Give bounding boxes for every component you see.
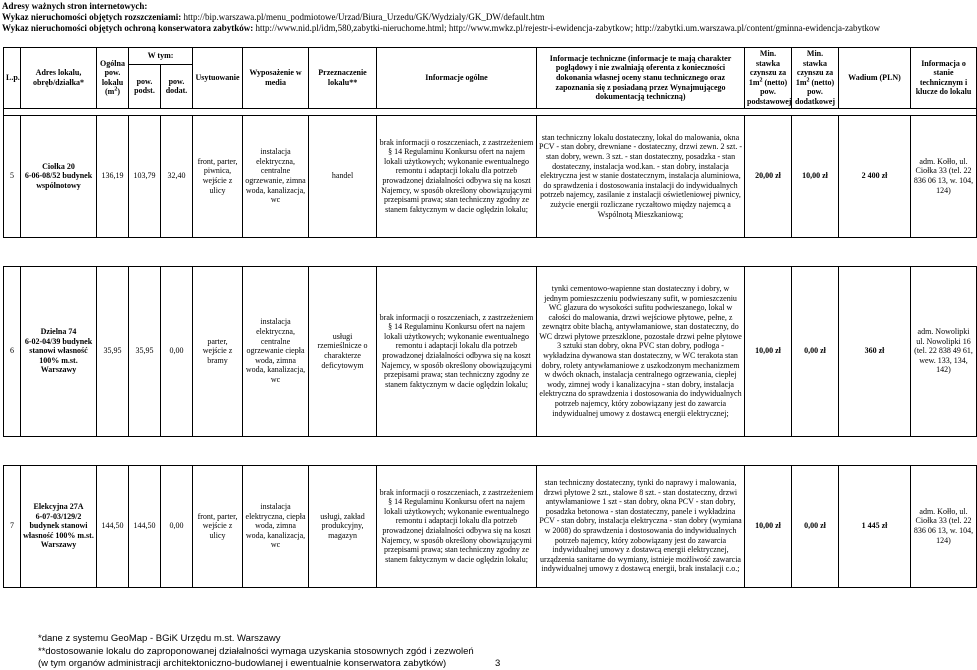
table-row — [4, 465, 977, 587]
header-monuments-label: Wykaz nieruchomości objętych ochroną konserwatora zabytków: — [2, 23, 254, 33]
cell-basic-area: 35,95 — [129, 266, 161, 436]
cell-rate-basic: 10,00 zł — [745, 465, 792, 587]
cell-total-area: 144,50 — [97, 465, 129, 587]
cell-general-info: brak informacji o roszczeniach, z zastrzeżeniem § 14 Regulaminu Konkursu ofert na najem lokali użytkowych; wykonanie ewentualnego remontu i adaptacji lokalu dla potrzeb prowadzonej działalności odbywa się na koszt Najemcy, w sposób określony obowiązującymi przepisami prawa; stan techniczny zgodny ze stanem faktycznym w dacie oględzin lokalu; — [377, 465, 537, 587]
cell-address: Ciołka 20 6-06-08/52 budynek wspólnotowy — [21, 115, 97, 237]
col-keys-info: Informacja o stanie technicznym i klucze do lokalu — [911, 48, 977, 109]
cell-keys-info: adm. Kołło, ul. Ciołka 33 (tel. 22 836 06 13, w. 104, 124) — [911, 465, 977, 587]
col-rate-basic: Min. stawka czynszu za $1m^2$ (netto) pow. podstawowej — [745, 48, 792, 109]
cell-utilities: instalacja elektryczna, centralne ogrzewanie, zimna woda, kanalizacja, wc — [243, 115, 309, 237]
col-address: Adres lokalu, obręb/działka* — [21, 48, 97, 109]
page-number: 3 — [495, 658, 501, 669]
footnote-3: (w tym organów administracji architektoniczno-budowlanej i ewentualnie konserwatora zabytków) — [38, 658, 447, 669]
cell-rate-additional: 0,00 zł — [792, 266, 839, 436]
cell-deposit: 1 445 zł — [839, 465, 911, 587]
cell-address: Dzielna 74 6-02-04/39 budynek stanowi własność 100% m.st. Warszawy — [21, 266, 97, 436]
table-row — [4, 115, 977, 237]
premises-table — [3, 47, 977, 588]
header-claims-line — [2, 12, 545, 23]
cell-technical-info: stan techniczny dostateczny, tynki do naprawy i malowania, drzwi płytowe 2 szt., stalowe 8 szt. - stan dostateczny, drzwi antywłamaniowe 1 szt - stan dobry, okna PCV - stan dobry, posadzka betonowa - stan dostateczny, panele i wykładzina PCV - stan dobry, instalacja elektryczna - stan dobry (wymiana w 2008) do sprawdzenia i dostosowania do indywidualnych potrzeb najemcy, który zobowiązany jest do zawarcia indywidualnej umowy z dostawcą energii elektrycznej, urządzenia sanitarne do wymiany, istnieje możliwość zawarcia indywidualnej umowy z dostawcą energii, brak instalacji c.o.; — [537, 465, 745, 587]
header-monuments-line — [2, 23, 880, 34]
cell-deposit: 360 zł — [839, 266, 911, 436]
col-of-which: W tym: — [129, 48, 193, 65]
cell-purpose: usługi, zakład produkcyjny, magazyn — [309, 465, 377, 587]
cell-technical-info: tynki cementowo-wapienne stan dostateczny i dobry, w jednym pomieszczeniu podwieszany sufit, w pomieszczeniu WC glazura do wysokości sufitu podwieszanego, lokal w całości do malowania, drzwi wejściowe płytowe, pełne, z zewnątrz obite blachą, antywłamaniowe, stan dostateczny, do WC drzwi płytowe przeszklone, pozostałe drzwi pełne płytowe 3 sztuki stan dobry, okna PVC stan dobry, podłoga - wykładzina dywanowa stan dostateczny, w WC terakota stan dobry, rolety antywłamaniowe z uszkodzonym mechanizmem w dwóch oknach, instalacja centralnego ogrzewania, ciepłej wody, zimnej wody i kanalizacyjna - stan dobry, instalacja elektryczna do sprawdzenia i dostosowania do indywidualnych potrzeb najemcy, który zobowiązany jest do zawarcia indywidualnej umowy z dostawcą energii elektrycznej; — [537, 266, 745, 436]
cell-lp: 6 — [4, 266, 21, 436]
cell-lp: 5 — [4, 115, 21, 237]
cell-location: parter, wejście z bramy — [193, 266, 243, 436]
table-row — [4, 266, 977, 436]
col-purpose: Przeznaczenie lokalu** — [309, 48, 377, 109]
cell-additional-area: 0,00 — [161, 465, 193, 587]
cell-utilities: instalacja elektryczna, centralne ogrzewanie ciepła woda, zimna woda, kanalizacja, wc — [243, 266, 309, 436]
cell-keys-info: adm. Kołło, ul. Ciołka 33 (tel. 22 836 06 13, w. 104, 124) — [911, 115, 977, 237]
cell-rate-basic: 20,00 zł — [745, 115, 792, 237]
col-deposit: Wadium (PLN) — [839, 48, 911, 109]
cell-lp: 7 — [4, 465, 21, 587]
cell-additional-area: 32,40 — [161, 115, 193, 237]
cell-location: front, parter, wejście z ulicy — [193, 465, 243, 587]
cell-general-info: brak informacji o roszczeniach, z zastrzeżeniem § 14 Regulaminu Konkursu ofert na najem lokali użytkowych; wykonanie ewentualnego remontu i adaptacji lokalu dla potrzeb prowadzonej działalności odbywa się na koszt Najemcy, w sposób określony obowiązującymi przepisami prawa; stan techniczny zgodny ze stanem faktycznym w dacie oględzin lokalu; — [377, 266, 537, 436]
col-rate-additional: Min. stawka czynszu za $1m^2$ (netto) pow. dodatkowej — [792, 48, 839, 109]
cell-basic-area: 103,79 — [129, 115, 161, 237]
cell-additional-area: 0,00 — [161, 266, 193, 436]
cell-location: front, parter, piwnica, wejście z ulicy — [193, 115, 243, 237]
cell-general-info: brak informacji o roszczeniach, z zastrzeżeniem § 14 Regulaminu Konkursu ofert na najem lokali użytkowych; wykonanie ewentualnego remontu i adaptacji lokalu dla potrzeb prowadzonej działalności odbywa się na koszt Najemcy, w sposób określony obowiązującymi przepisami prawa; stan techniczny zgodny ze stanem faktycznym w dacie oględzin lokalu; — [377, 115, 537, 237]
header-title: Adresy ważnych stron internetowych: — [2, 1, 148, 11]
cell-address: Elekcyjna 27A 6-07-03/129/2 budynek stanowi własność 100% m.st. Warszawy — [21, 465, 97, 587]
cell-basic-area: 144,50 — [129, 465, 161, 587]
col-location: Usytuowanie — [193, 48, 243, 109]
cell-rate-basic: 10,00 zł — [745, 266, 792, 436]
cell-total-area: 35,95 — [97, 266, 129, 436]
cell-total-area: 136,19 — [97, 115, 129, 237]
col-technical-info: Informacje techniczne (informacje te mają charakter poglądowy i nie zwalniają oferenta z konieczności dokonania własnej oceny stanu technicznego oraz zapoznania się z posiadaną przez Wynajmującego dokumentacją techniczną) — [537, 48, 745, 109]
cell-purpose: handel — [309, 115, 377, 237]
footnote-2: **dostosowanie lokalu do zaproponowanej działalności wymaga uzyskania stosownych zgód i zezwoleń — [38, 646, 474, 657]
cell-keys-info: adm. Nowolipki ul. Nowolipki 16 (tel. 22 838 49 61, wew. 133, 134, 142) — [911, 266, 977, 436]
header-claims-link[interactable]: http://bip.warszawa.pl/menu_podmiotowe/Urzad/Biura_Urzedu/GK/Wydzialy/GK_DW/default.htm — [183, 12, 545, 22]
footnote-1: *dane z systemu GeoMap - BGiK Urzędu m.st. Warszawy — [38, 633, 281, 644]
cell-technical-info: stan techniczny lokalu dostateczny, lokal do malowania, okna PCV - stan dobry, drewniane - dostateczny, drzwi zewn. 2 szt. - stan dobry, wewn. 3 szt. - stan dostateczny, posadzka - stan dostateczny, instalacja wod.kan. - stan dobry, instalacja elektryczna jest w stanie dostatecznym, instalacja aluminiowa, do sprawdzenia i dostosowania instalacji do indywidualnych potrzeb najemcy, zasilanie z instalacji oświetleniowej piwnicy, zużycie energii rozliczane ryczałtowo między najemcą a Wspólnotą Mieszkaniową; — [537, 115, 745, 237]
header-monuments-links[interactable]: http://www.nid.pl/idm,580,zabytki-nieruchome.html; http://www.mwkz.pl/rejestr-i-ewidencja-zabytkow; http://zabytki.um.warszawa.pl/content/gminna-ewidencja-zabytkow — [255, 23, 880, 33]
col-total-area: Ogólna pow. lokalu $(m^2)$ — [97, 48, 129, 109]
cell-deposit: 2 400 zł — [839, 115, 911, 237]
cell-rate-additional: 10,00 zł — [792, 115, 839, 237]
col-additional-area: pow. dodat. — [161, 65, 193, 108]
col-utilities: Wyposażenie w media — [243, 48, 309, 109]
col-general-info: Informacje ogólne — [377, 48, 537, 109]
col-lp: L.p. — [4, 48, 21, 109]
cell-purpose: usługi rzemieślnicze o charakterze deficytowym — [309, 266, 377, 436]
cell-rate-additional: 0,00 zł — [792, 465, 839, 587]
col-basic-area: pow. podst. — [129, 65, 161, 108]
header-claims-label: Wykaz nieruchomości objętych rozszczeniami: — [2, 12, 182, 22]
cell-utilities: instalacja elektryczna, ciepła woda, zimna woda, kanalizacja, wc — [243, 465, 309, 587]
